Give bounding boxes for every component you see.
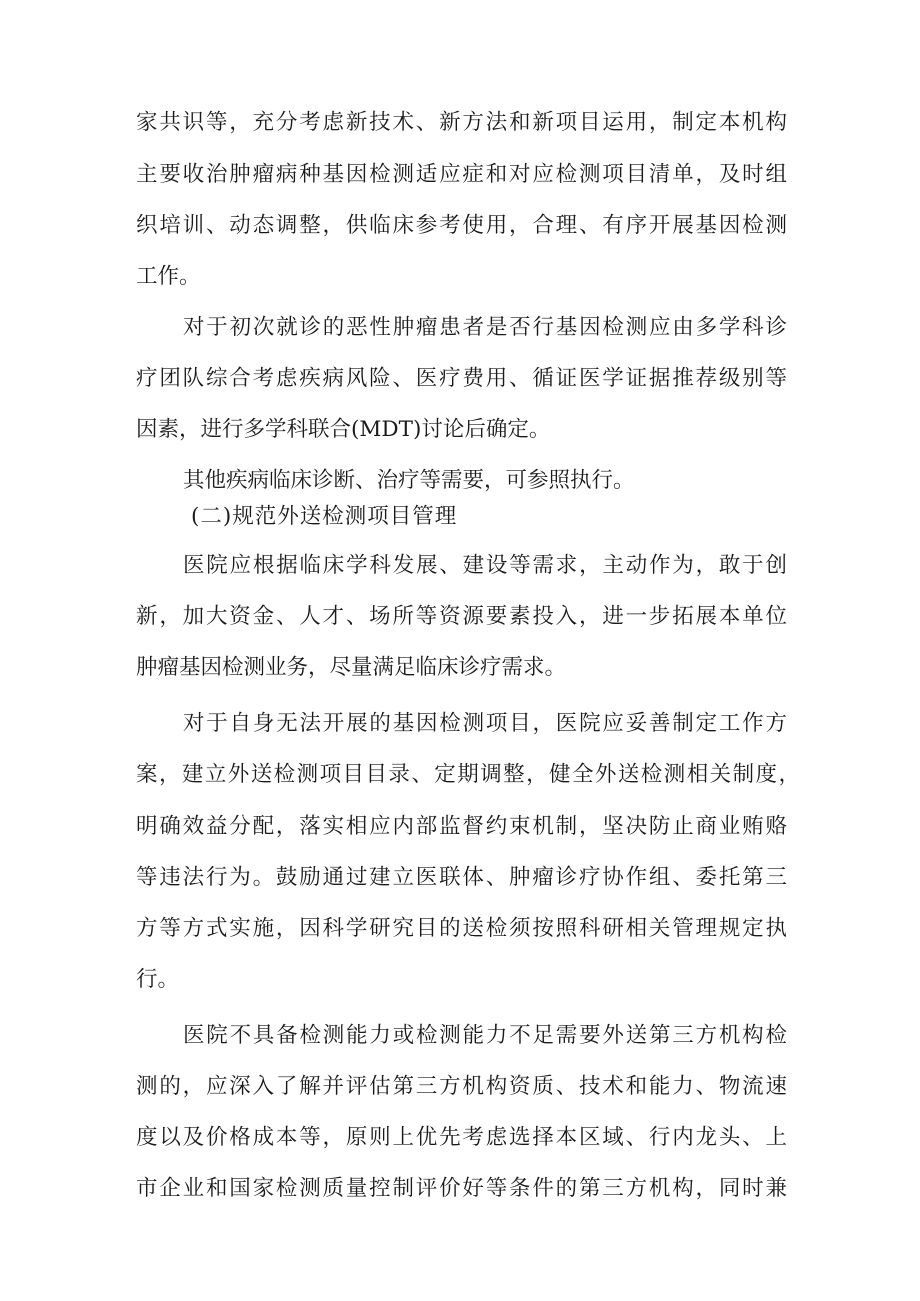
paragraph-line: 方等方式实施，因科学研究目的送检须按照科研相关管理规定执: [136, 916, 787, 941]
paragraph-line: 肿瘤基因检测业务，尽量满足临床诊疗需求。: [136, 655, 567, 680]
paragraph-line: 对于初次就诊的恶性肿瘤患者是否行基因检测应由多学科诊: [183, 315, 787, 340]
paragraph-line: 市企业和国家检测质量控制评价好等条件的第三方机构，同时兼: [136, 1176, 787, 1201]
paragraph-line: 等违法行为。鼓励通过建立医联体、肿瘤诊疗协作组、委托第三: [136, 865, 787, 890]
paragraph-line: 案，建立外送检测项目目录、定期调整，健全外送检测相关制度，: [136, 762, 800, 787]
paragraph-line: 主要收治肿瘤病种基因检测适应症和对应检测项目清单，及时组: [136, 162, 787, 187]
paragraph-line: 因素，进行多学科联合(MDT)讨论后确定。: [136, 417, 551, 442]
paragraph-line: 其他疾病临床诊断、治疗等需要，可参照执行。: [183, 468, 635, 493]
paragraph-line: 度以及价格成本等，原则上优先考虑选择本区域、行内龙头、上: [136, 1125, 787, 1150]
paragraph-line: 对于自身无法开展的基因检测项目，医院应妥善制定工作方: [183, 711, 787, 736]
paragraph-line: 明确效益分配，落实相应内部监督约束机制，坚决防止商业贿赂: [136, 814, 787, 839]
paragraph-line: 工作。: [136, 264, 201, 289]
paragraph-line: 疗团队综合考虑疾病风险、医疗费用、循证医学证据推荐级别等: [136, 366, 787, 391]
paragraph-line: 行。: [136, 967, 180, 992]
section-heading: (二)规范外送检测项目管理: [191, 504, 458, 529]
paragraph-line: 家共识等，充分考虑新技术、新方法和新项目运用，制定本机构: [136, 110, 787, 135]
paragraph-line: 新，加大资金、人才、场所等资源要素投入，进一步拓展本单位: [136, 604, 787, 629]
paragraph-line: 医院不具备检测能力或检测能力不足需要外送第三方机构检: [183, 1023, 787, 1048]
paragraph-line: 医院应根据临床学科发展、建设等需求，主动作为，敢于创: [183, 553, 787, 578]
paragraph-line: 测的，应深入了解并评估第三方机构资质、技术和能力、物流速: [136, 1074, 787, 1099]
paragraph-line: 织培训、动态调整，供临床参考使用，合理、有序开展基因检测: [136, 213, 787, 238]
